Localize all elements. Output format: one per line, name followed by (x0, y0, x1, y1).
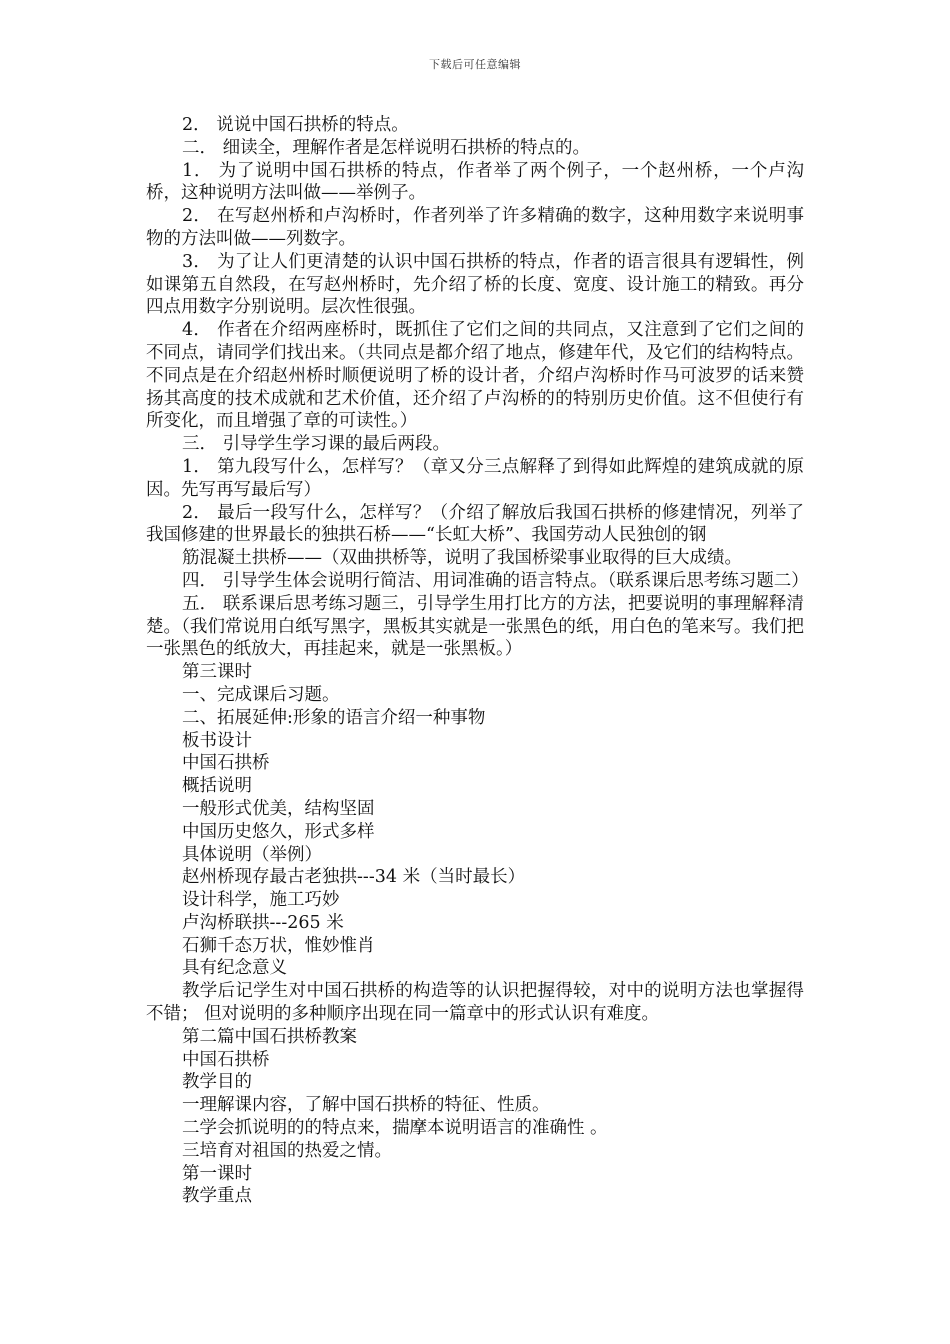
paragraph: 板书设计 (182, 730, 252, 751)
paragraph: 一理解课内容，了解中国石拱桥的特征、性质。 (182, 1095, 550, 1116)
paragraph: 筋混凝土拱桥——（双曲拱桥等，说明了我国桥梁事业取得的巨大成绩。 (182, 548, 742, 569)
paragraph: 中国石拱桥 (182, 1049, 270, 1070)
paragraph: 教学重点 (182, 1186, 252, 1207)
paragraph: 中国历史悠久，形式多样 (182, 821, 375, 842)
paragraph: 具有纪念意义 (182, 958, 287, 979)
paragraph: 4． 作者在介绍两座桥时，既抓住了它们之间的共同点，又注意到了它们之间的不同点，请同学们找出来。（共同点是都介绍了地点，修建年代，及它们的结构特点。不同点是在介绍赵州桥时顺便说明了桥的设计者，介绍卢沟桥时作马可波罗的话来赞扬其高度的技术成就和艺术价值，还介绍了卢沟桥的的特别历史价值。这不但使行有所变化，而且增强了章的可读性。） (146, 320, 804, 432)
paragraph: 三培育对祖国的热爱之情。 (182, 1140, 392, 1161)
document-body (146, 114, 809, 1208)
paragraph: 第二篇中国石拱桥教案 (182, 1026, 357, 1047)
paragraph: 三． 引导学生学习课的最后两段。 (182, 434, 451, 455)
paragraph: 二． 细读全，理解作者是怎样说明石拱桥的特点的。 (182, 137, 591, 158)
paragraph: 一般形式优美，结构坚固 (182, 798, 375, 819)
page-header: 下载后可任意编辑 (429, 58, 521, 71)
paragraph: 五． 联系课后思考练习题三，引导学生用打比方的方法，把要说明的事理解释清楚。（我们常说用白纸写黑字，黑板其实就是一张黑色的纸，用白色的笔来写。我们把一张黑色的纸放大，再挂起来，就是一张黑板。） (146, 593, 804, 660)
paragraph: 四． 引导学生体会说明行简洁、用词准确的语言特点。（联系课后思考练习题二） (182, 570, 809, 591)
paragraph: 石狮千态万状，惟妙惟肖 (182, 935, 375, 956)
paragraph: 教学目的 (182, 1072, 252, 1093)
paragraph: 二学会抓说明的的特点来，揣摩本说明语言的准确性 。 (182, 1118, 608, 1139)
paragraph: 中国石拱桥 (182, 753, 270, 774)
paragraph: 一、完成课后习题。 (182, 684, 340, 705)
paragraph: 1． 第九段写什么，怎样写？（章又分三点解释了到得如此辉煌的建筑成就的原因。先写再写最后写） (146, 456, 804, 500)
paragraph: 第三课时 (182, 662, 252, 683)
paragraph: 第一课时 (182, 1163, 252, 1184)
paragraph: 设计科学，施工巧妙 (182, 890, 340, 911)
paragraph: 二、拓展延伸:形象的语言介绍一种事物 (182, 707, 486, 728)
paragraph: 2． 说说中国石拱桥的特点。 (182, 115, 409, 135)
paragraph: 卢沟桥联拱---265 米 (182, 912, 344, 933)
paragraph: 具体说明（举例） (182, 844, 322, 865)
paragraph: 3． 为了让人们更清楚的认识中国石拱桥的特点，作者的语言很具有逻辑性，例如课第五自然段，在写赵州桥时，先介绍了桥的长度、宽度、设计施工的精致。再分四点用数字分别说明。层次性很强。 (146, 251, 804, 318)
paragraph: 2． 最后一段写什么，怎样写？（介绍了解放后我国石拱桥的修建情况，列举了我国修建的世界最长的独拱石桥——“长虹大桥”、我国劳动人民独创的钢 (146, 502, 804, 546)
paragraph: 2． 在写赵州桥和卢沟桥时，作者列举了许多精确的数字，这种用数字来说明事物的方法叫做——列数字。 (146, 206, 804, 249)
paragraph: 赵州桥现存最古老独拱---34 米（当时最长） (182, 867, 526, 888)
paragraph: 教学后记学生对中国石拱桥的构造等的认识把握得较，对中的说明方法也掌握得不错； 但对说明的多种顺序出现在同一篇章中的形式认识有难度。 (146, 981, 804, 1025)
paragraph: 1． 为了说明中国石拱桥的特点，作者举了两个例子，一个赵州桥，一个卢沟桥，这种说明方法叫做——举例子。 (146, 160, 804, 204)
paragraph: 概括说明 (182, 776, 252, 797)
